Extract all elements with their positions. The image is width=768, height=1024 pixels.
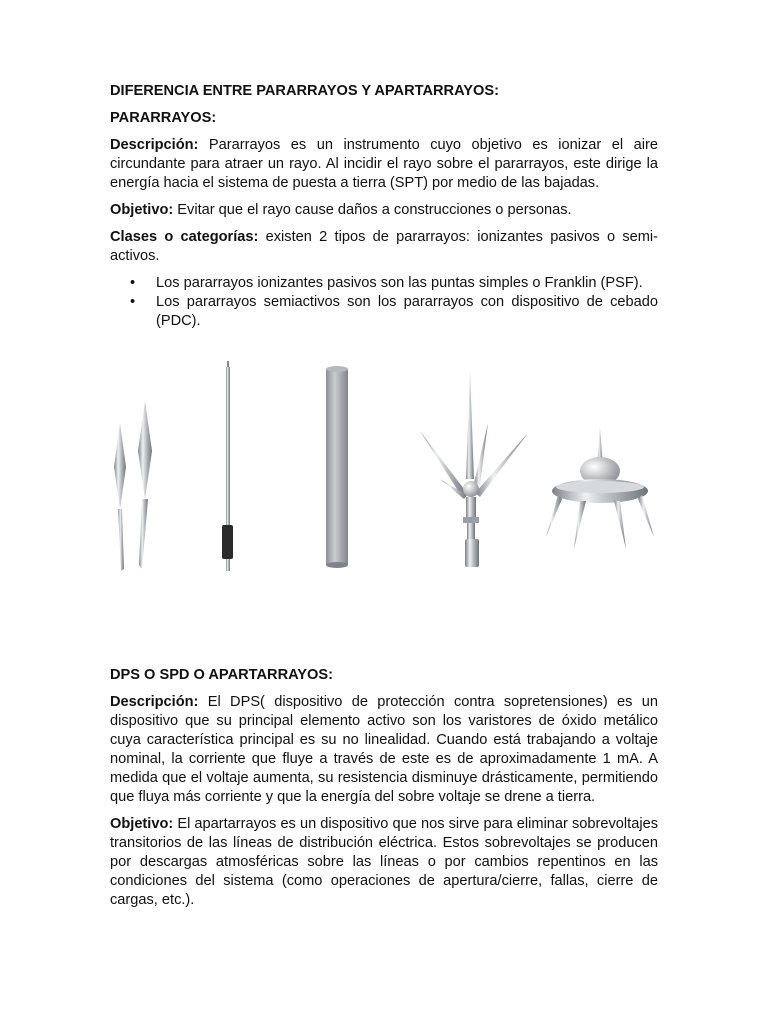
list-item: • Los pararrayos ionizantes pasivos son las puntas simples o Franklin (PSF). [110, 274, 658, 293]
description-label: Descripción: [110, 694, 199, 710]
thin-rod-image [222, 361, 233, 571]
description-label: Descripción: [110, 137, 199, 153]
classes-text: existen 2 tipos de pararrayos: ionizantes pasivos o semi-activos. [110, 229, 658, 264]
apartarrayos-description [110, 693, 658, 807]
multi-spike-rod-image [420, 371, 528, 567]
classes-label: Clases o categorías: [110, 229, 259, 245]
lightning-rods-figure [90, 359, 658, 609]
section-heading-apartarrayos: DPS O SPD O APARTARRAYOS: [110, 667, 333, 683]
pararrayos-objective [110, 201, 658, 220]
objective-text: El apartarrayos es un dispositivo que nos sirve para eliminar sobrevoltajes transitorios de las líneas de distribución eléctrica. Estos sobrevoltajes se producen por descargas atmosféricas sobre las líneas o por cambios repentinos en las condiciones del sistema (como operaciones de apertura/cierre, fallas, cierre de cargas, etc.). [110, 816, 658, 908]
document-title: DIFERENCIA ENTRE PARARRAYOS Y APARTARRAYOS: [110, 83, 499, 99]
objective-label: Objetivo: [110, 816, 174, 832]
pararrayos-types-list [110, 274, 658, 331]
list-item: • Los pararrayos semiactivos son los pararrayos con dispositivo de cebado (PDC). [110, 293, 658, 331]
double-spike-rod-image [114, 401, 152, 571]
description-text: El DPS( dispositivo de protección contra sopretensiones) es un dispositivo que su principal elemento activo son los varistores de óxido metálico cuya característica principal es su no linealidad. Cuando está trabajando a voltaje nominal, la corriente que fluye a través de este es de aproximadamente 1 mA. A medida que el voltaje aumenta, su resistencia disminuye drásticamente, permitiendo que fluya más corriente y que la energía del sobre voltaje se drene a tierra. [110, 694, 658, 805]
pararrayos-description [110, 136, 658, 193]
ufo-ese-device-image [546, 427, 654, 549]
document-body [110, 82, 658, 910]
section-heading-pararrayos: PARARRAYOS: [110, 110, 217, 126]
objective-text: Evitar que el rayo cause daños a construcciones o personas. [173, 202, 572, 218]
description-text: Pararrayos es un instrumento cuyo objetivo es ionizar el aire circundante para atraer un rayo. Al incidir el rayo sobre el pararrayos, este dirige la energía hacia el sistema de puesta a tierra (SPT) por medio de las bajadas. [110, 137, 658, 191]
lightning-rods-illustration [90, 359, 658, 609]
apartarrayos-objective [110, 815, 658, 910]
pararrayos-classes [110, 228, 658, 266]
objective-label: Objetivo: [110, 202, 174, 218]
cylinder-pole-image [326, 366, 348, 568]
